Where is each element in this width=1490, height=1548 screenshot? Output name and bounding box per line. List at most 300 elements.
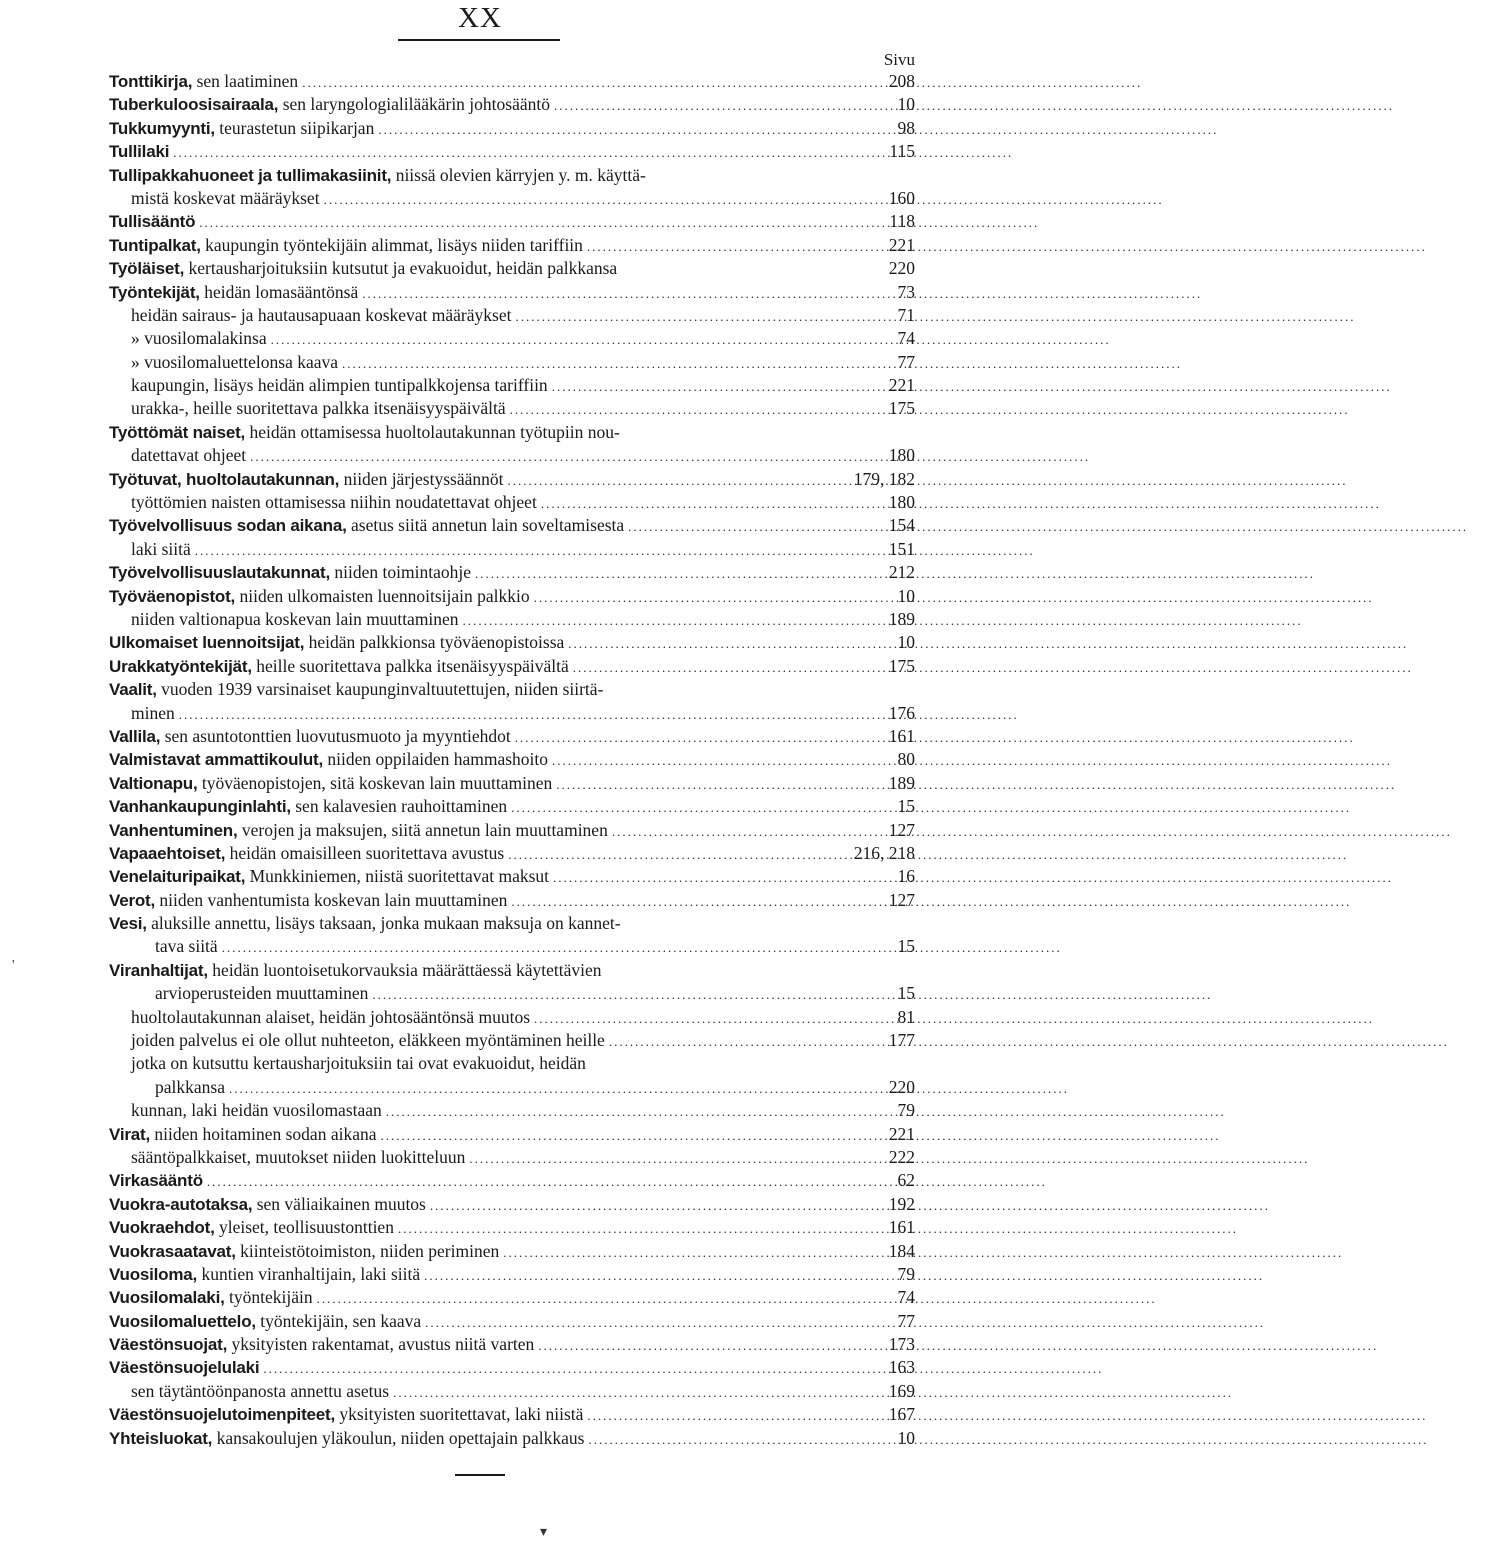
dot-leader [378, 118, 883, 141]
index-entry [109, 865, 915, 888]
entry-description: yksityisten rakentamat, avustus niitä varten [227, 1334, 535, 1355]
entry-text [109, 421, 620, 444]
index-entry [109, 1169, 915, 1192]
entry-text [155, 982, 368, 1005]
index-entry [109, 421, 915, 444]
entry-keyword: Tullisääntö [109, 212, 196, 232]
dot-leader [463, 609, 883, 632]
index-entry [109, 304, 915, 327]
index-entry [109, 935, 915, 958]
entry-text [131, 187, 320, 210]
index-entry [109, 234, 915, 257]
entry-page-number: 208 [888, 71, 915, 91]
entry-keyword: Vuokrasaatavat, [109, 1241, 236, 1261]
entry-page-number: 161 [888, 725, 915, 746]
entry-text [155, 1076, 225, 1099]
entry-page-number: 71 [897, 304, 915, 325]
entry-text [109, 468, 503, 491]
entry-description: verojen ja maksujen, siitä annetun lain muuttaminen [237, 819, 608, 840]
entry-text [109, 865, 549, 888]
footer-rule [455, 1474, 505, 1476]
entry-description: asetus siitä annetun lain soveltamisesta [346, 515, 625, 536]
dot-leader [317, 1287, 883, 1310]
entry-text [131, 304, 511, 327]
entry-keyword: Väestönsuojelutoimenpiteet, [109, 1405, 336, 1425]
index-entry [109, 1146, 915, 1169]
index-entry [109, 1193, 915, 1216]
entry-description: työttömien naisten ottamisessa niihin noudatettavat ohjeet [131, 492, 537, 513]
entry-description: niissä olevien kärryjen y. m. käyttä- [391, 164, 646, 185]
index-entry [109, 257, 915, 280]
entry-description: teurastetun siipikarjan [214, 117, 375, 138]
entry-page-number: 73 [897, 281, 915, 302]
entry-keyword: Valtionapu, [109, 773, 198, 793]
dot-leader [612, 820, 883, 843]
entry-text [109, 1193, 426, 1216]
entry-description: kiinteistötoimiston, niiden periminen [235, 1240, 500, 1261]
dot-leader [173, 141, 883, 164]
index-entry [109, 444, 915, 467]
entry-page-number: 15 [897, 983, 915, 1004]
entry-page-number: 74 [897, 328, 915, 349]
page-column-label: Sivu [883, 50, 915, 69]
entry-page-number: 175 [888, 655, 915, 676]
entry-page-number: 10 [897, 585, 915, 606]
entry-text [109, 725, 511, 748]
entry-text [131, 702, 175, 725]
entry-description: joiden palvelus ei ole ollut nuhteeton, eläkkeen myöntäminen heille [131, 1030, 605, 1051]
dot-leader [510, 398, 883, 421]
entry-text [109, 678, 603, 701]
entry-text [109, 257, 617, 280]
entry-keyword: Työväenopistot, [109, 586, 236, 606]
index-list [109, 70, 915, 1450]
entry-keyword: Verot, [109, 890, 156, 910]
entry-keyword: Urakkatyöntekijät, [109, 656, 252, 676]
entry-page-number: 154 [888, 515, 915, 536]
index-entry [109, 1029, 915, 1052]
entry-page-number: 221 [888, 1123, 915, 1144]
entry-page-number: 175 [888, 398, 915, 419]
dot-leader [538, 1334, 882, 1357]
entry-description: heidän omaisilleen suoritettava avustus [225, 842, 505, 863]
entry-text [131, 1146, 465, 1169]
entry-page-number: 180 [888, 492, 915, 513]
dot-leader [393, 1381, 883, 1404]
index-entry [109, 725, 915, 748]
scan-speck: ' [12, 958, 15, 973]
entry-page-number: 176 [888, 702, 915, 723]
entry-page-number: 10 [897, 94, 915, 115]
entry-text [109, 748, 548, 771]
entry-keyword: Vallila, [109, 726, 161, 746]
entry-description: minen [131, 702, 175, 723]
index-entry [109, 959, 915, 982]
entry-text [109, 561, 471, 584]
entry-text [131, 608, 459, 631]
index-entry [109, 748, 915, 771]
entry-text [131, 327, 267, 350]
index-entry [109, 982, 915, 1005]
entry-description: niiden oppilaiden hammashoito [322, 749, 549, 770]
entry-page-number: 180 [888, 445, 915, 466]
entry-page-number: 212 [888, 562, 915, 583]
dot-leader [398, 1217, 883, 1240]
dot-leader [534, 1007, 883, 1030]
entry-description: Munkkiniemen, niistä suoritettavat maksut [245, 866, 550, 887]
entry-description: huoltolautakunnan alaiset, heidän johtosääntönsä muutos [131, 1006, 531, 1027]
entry-description: arvioperusteiden muuttaminen [155, 983, 369, 1004]
entry-description: heille suoritettava palkka itsenäisyyspäivältä [251, 655, 569, 676]
entry-page-number: 179, 182 [853, 468, 915, 489]
entry-description: työväenopistojen, sitä koskevan lain muuttaminen [197, 772, 553, 793]
index-entry [109, 514, 915, 537]
index-entry [109, 1427, 915, 1450]
entry-text [109, 281, 358, 304]
dot-leader [541, 492, 883, 515]
entry-page-number: 189 [888, 608, 915, 629]
index-entry [109, 631, 915, 654]
page-number: XX [458, 2, 502, 34]
dot-leader [552, 375, 883, 398]
dot-leader [425, 1311, 883, 1334]
index-entry [109, 140, 915, 163]
dot-leader [179, 703, 883, 726]
entry-description: heidän sairaus- ja hautausapuaan koskevat määräykset [131, 304, 512, 325]
entry-keyword: Tuberkuloosisairaala, [109, 95, 279, 115]
entry-description: kaupungin, lisäys heidän alimpien tuntipalkkojensa tariffiin [131, 375, 548, 396]
entry-text [109, 631, 564, 654]
entry-page-number: 127 [888, 889, 915, 910]
entry-keyword: Työvelvollisuuslautakunnat, [109, 563, 331, 583]
dot-leader [271, 328, 883, 351]
entry-page-number: 177 [888, 1030, 915, 1051]
entry-page-number: 220 [888, 258, 915, 279]
entry-keyword: Työläiset, [109, 259, 185, 279]
entry-description: urakka-, heille suoritettava palkka itsenäisyyspäivältä [131, 398, 506, 419]
dot-leader [556, 773, 882, 796]
entry-description: jotka on kutsuttu kertausharjoituksiin tai ovat evakuoidut, heidän [131, 1053, 586, 1074]
entry-page-number: 74 [897, 1287, 915, 1308]
entry-keyword: Vuosiloma, [109, 1264, 198, 1284]
entry-text [109, 70, 298, 93]
entry-text [109, 912, 621, 935]
entry-keyword: Vaalit, [109, 680, 157, 700]
entry-description: työntekijäin [224, 1287, 313, 1308]
dot-leader [573, 656, 883, 679]
entry-text [131, 374, 548, 397]
entry-keyword: Vesi, [109, 914, 147, 934]
entry-description: heidän luontoisetukorvauksia määrättäessä käytettävien [207, 959, 602, 980]
entry-text [109, 842, 504, 865]
index-entry [109, 608, 915, 631]
index-entry [109, 538, 915, 561]
entry-text [109, 117, 374, 140]
entry-page-number: 98 [897, 117, 915, 138]
entry-keyword: Yhteisluokat, [109, 1428, 213, 1448]
entry-page-number: 161 [888, 1217, 915, 1238]
entry-text [131, 351, 338, 374]
entry-text [109, 795, 507, 818]
entry-text [109, 1403, 583, 1426]
entry-text [109, 1123, 376, 1146]
entry-description: yleiset, teollisuustonttien [214, 1217, 394, 1238]
entry-text [131, 1006, 530, 1029]
entry-page-number: 221 [888, 375, 915, 396]
entry-description: datettavat ohjeet [131, 445, 247, 466]
index-entry [109, 468, 915, 491]
entry-keyword: Virkasääntö [109, 1171, 203, 1191]
entry-page-number: 81 [897, 1006, 915, 1027]
dot-leader [515, 305, 883, 328]
entry-keyword: Viranhaltijat, [109, 960, 208, 980]
entry-text [109, 210, 195, 233]
entry-text [109, 585, 530, 608]
index-entry [109, 93, 915, 116]
index-entry [109, 819, 915, 842]
dot-leader [503, 1241, 883, 1264]
entry-page-number: 62 [897, 1170, 915, 1191]
entry-text [109, 1286, 313, 1309]
entry-page-number: 15 [897, 796, 915, 817]
entry-description: vuoden 1939 varsinaiset kaupunginvaltuutettujen, niiden siirtä- [156, 679, 604, 700]
entry-description: » vuosilomalakinsa [131, 328, 267, 349]
entry-description: laki siitä [131, 538, 191, 559]
dot-leader [469, 1147, 882, 1170]
index-entry [109, 70, 915, 93]
index-entry [109, 702, 915, 725]
entry-keyword: Tullilaki [109, 142, 170, 162]
entry-text [109, 1356, 259, 1379]
entry-text [155, 935, 218, 958]
entry-description: työntekijäin, sen kaava [255, 1310, 422, 1331]
entry-text [109, 140, 169, 163]
index-entry [109, 117, 915, 140]
entry-text [109, 772, 552, 795]
index-entry [109, 397, 915, 420]
entry-keyword: Tuntipalkat, [109, 235, 201, 255]
entry-description: tava siitä [155, 936, 218, 957]
entry-keyword: Väestönsuojelulaki [109, 1358, 260, 1378]
entry-page-number: 220 [888, 1076, 915, 1097]
entry-description: yksityisten suoritettavat, laki niistä [335, 1404, 584, 1425]
index-entry [109, 655, 915, 678]
entry-description: kertausharjoituksiin kutsutut ja evakuoidut, heidän palkkansa [184, 258, 618, 279]
index-entry [109, 1052, 915, 1075]
dot-leader [199, 211, 883, 234]
entry-keyword: Vuosilomalaki, [109, 1288, 225, 1308]
entry-keyword: Vanhentuminen, [109, 820, 238, 840]
entry-keyword: Vuokraehdot, [109, 1218, 215, 1238]
dot-leader [511, 796, 883, 819]
entry-text [109, 889, 507, 912]
entry-description: niiden toimintaohje [330, 562, 471, 583]
entry-description: sen täytäntöönpanosta annettu asetus [131, 1380, 390, 1401]
index-entry [109, 889, 915, 912]
dot-leader [553, 866, 883, 889]
entry-page-number: 216, 218 [853, 842, 915, 863]
index-entry [109, 1310, 915, 1333]
entry-description: » vuosilomaluettelonsa kaava [131, 351, 339, 372]
entry-page-number: 151 [888, 538, 915, 559]
entry-keyword: Tonttikirja, [109, 72, 193, 91]
index-entry [109, 1356, 915, 1379]
entry-text [109, 1169, 203, 1192]
entry-description: sen asuntotonttien luovutusmuoto ja myyntiehdot [160, 725, 511, 746]
dot-leader [362, 282, 883, 305]
entry-text [109, 1310, 421, 1333]
header-rule [398, 39, 560, 41]
entry-keyword: Valmistavat ammattikoulut, [109, 750, 323, 770]
entry-page-number: 169 [888, 1380, 915, 1401]
index-entry [109, 772, 915, 795]
entry-text [131, 1029, 605, 1052]
dot-leader [430, 1194, 883, 1217]
index-entry [109, 187, 915, 210]
entry-page-number: 192 [888, 1193, 915, 1214]
entry-page-number: 115 [889, 141, 915, 162]
entry-page-number: 173 [888, 1334, 915, 1355]
index-entry [109, 795, 915, 818]
entry-text [131, 538, 191, 561]
entry-description: kaupungin työntekijäin alimmat, lisäys niiden tariffiin [200, 234, 583, 255]
index-entry [109, 1263, 915, 1286]
entry-page-number: 10 [897, 632, 915, 653]
dot-leader [263, 1357, 882, 1380]
entry-description: sen kalavesien rauhoittaminen [290, 796, 508, 817]
entry-page-number: 80 [897, 749, 915, 770]
entry-description: heidän palkkionsa työväenopistoissa [304, 632, 565, 653]
dot-leader [507, 469, 847, 492]
entry-description: palkkansa [155, 1076, 225, 1097]
entry-keyword: Vuokra-autotaksa, [109, 1194, 253, 1214]
index-entry [109, 491, 915, 514]
entry-text [109, 1427, 584, 1450]
entry-description: niiden järjestyssäännöt [339, 468, 504, 489]
entry-text [131, 1380, 389, 1403]
dot-leader [587, 1404, 882, 1427]
dot-leader [508, 843, 848, 866]
entry-text [109, 514, 624, 537]
entry-page-number: 189 [888, 772, 915, 793]
entry-keyword: Vanhankaupunginlahti, [109, 797, 291, 817]
dot-leader [588, 1428, 883, 1451]
dot-leader [386, 1100, 883, 1123]
entry-text [131, 444, 246, 467]
index-entry [109, 1216, 915, 1239]
dot-leader [552, 749, 883, 772]
dot-leader [587, 235, 883, 258]
index-entry [109, 351, 915, 374]
index-entry [109, 1076, 915, 1099]
entry-text [109, 1333, 534, 1356]
dot-leader [372, 983, 883, 1006]
index-entry [109, 561, 915, 584]
entry-page-number: 163 [888, 1357, 915, 1378]
index-entry [109, 1099, 915, 1122]
entry-page-number: 127 [888, 819, 915, 840]
index-entry [109, 1286, 915, 1309]
entry-keyword: Vapaaehtoiset, [109, 843, 226, 863]
entry-description: heidän lomasääntönsä [199, 281, 359, 302]
index-entry [109, 842, 915, 865]
dot-leader [250, 445, 883, 468]
entry-keyword: Tullipakkahuoneet ja tullimakasiinit, [109, 165, 392, 185]
entry-description: heidän ottamisessa huoltolautakunnan työtupiin nou- [245, 421, 620, 442]
dot-leader [229, 1077, 883, 1100]
entry-text [131, 1099, 382, 1122]
entry-keyword: Venelaituripaikat, [109, 867, 246, 887]
entry-text [109, 1263, 420, 1286]
scan-speck: ▾ [540, 1525, 548, 1540]
entry-description: niiden vanhentumista koskevan lain muuttaminen [155, 889, 508, 910]
entry-page-number: 184 [888, 1240, 915, 1261]
index-entry [109, 327, 915, 350]
index-entry [109, 1380, 915, 1403]
dot-leader [195, 539, 883, 562]
entry-text [131, 1052, 586, 1075]
entry-page-number: 77 [897, 351, 915, 372]
entry-page-number: 10 [897, 1427, 915, 1448]
entry-page-number: 118 [889, 211, 915, 232]
dot-leader [222, 936, 883, 959]
index-entry [109, 912, 915, 935]
entry-page-number: 167 [888, 1404, 915, 1425]
dot-leader [511, 890, 882, 913]
entry-description: aluksille annettu, lisäys taksaan, jonka mukaan maksuja on kannet- [146, 913, 621, 934]
entry-text [109, 959, 602, 982]
entry-description: kuntien viranhaltijain, laki siitä [197, 1263, 421, 1284]
entry-keyword: Vuosilomaluettelo, [109, 1311, 256, 1331]
entry-description: sen väliaikainen muutos [252, 1193, 426, 1214]
entry-page-number: 160 [888, 187, 915, 208]
dot-leader [324, 188, 883, 211]
entry-page-number: 16 [897, 866, 915, 887]
dot-leader [207, 1170, 883, 1193]
index-entry [109, 281, 915, 304]
entry-description: sääntöpalkkaiset, muutokset niiden luokitteluun [131, 1146, 466, 1167]
entry-text [109, 164, 646, 187]
entry-keyword: Työttömät naiset, [109, 422, 246, 442]
entry-keyword: Ulkomaiset luennoitsijat, [109, 633, 305, 653]
dot-leader [609, 1030, 883, 1053]
dot-leader [302, 71, 883, 94]
entry-page-number: 77 [897, 1310, 915, 1331]
entry-text [109, 819, 608, 842]
index-entry [109, 374, 915, 397]
index-entry [109, 164, 915, 187]
index-entry [109, 678, 915, 701]
entry-keyword: Väestönsuojat, [109, 1335, 228, 1355]
entry-text [109, 1216, 394, 1239]
index-entry [109, 585, 915, 608]
entry-page-number: 79 [897, 1100, 915, 1121]
entry-text [131, 491, 537, 514]
index-entry [109, 210, 915, 233]
index-entry [109, 1006, 915, 1029]
dot-leader [534, 586, 883, 609]
index-entry [109, 1123, 915, 1146]
entry-description: mistä koskevat määräykset [131, 187, 320, 208]
entry-keyword: Työntekijät, [109, 282, 200, 302]
entry-keyword: Tukkumyynti, [109, 118, 215, 138]
entry-text [109, 1240, 499, 1263]
entry-text [109, 93, 550, 116]
entry-text [109, 655, 569, 678]
entry-page-number: 221 [888, 234, 915, 255]
entry-description: sen laryngologialilääkärin johtosääntö [278, 94, 550, 115]
entry-description: sen laatiminen [192, 71, 299, 91]
